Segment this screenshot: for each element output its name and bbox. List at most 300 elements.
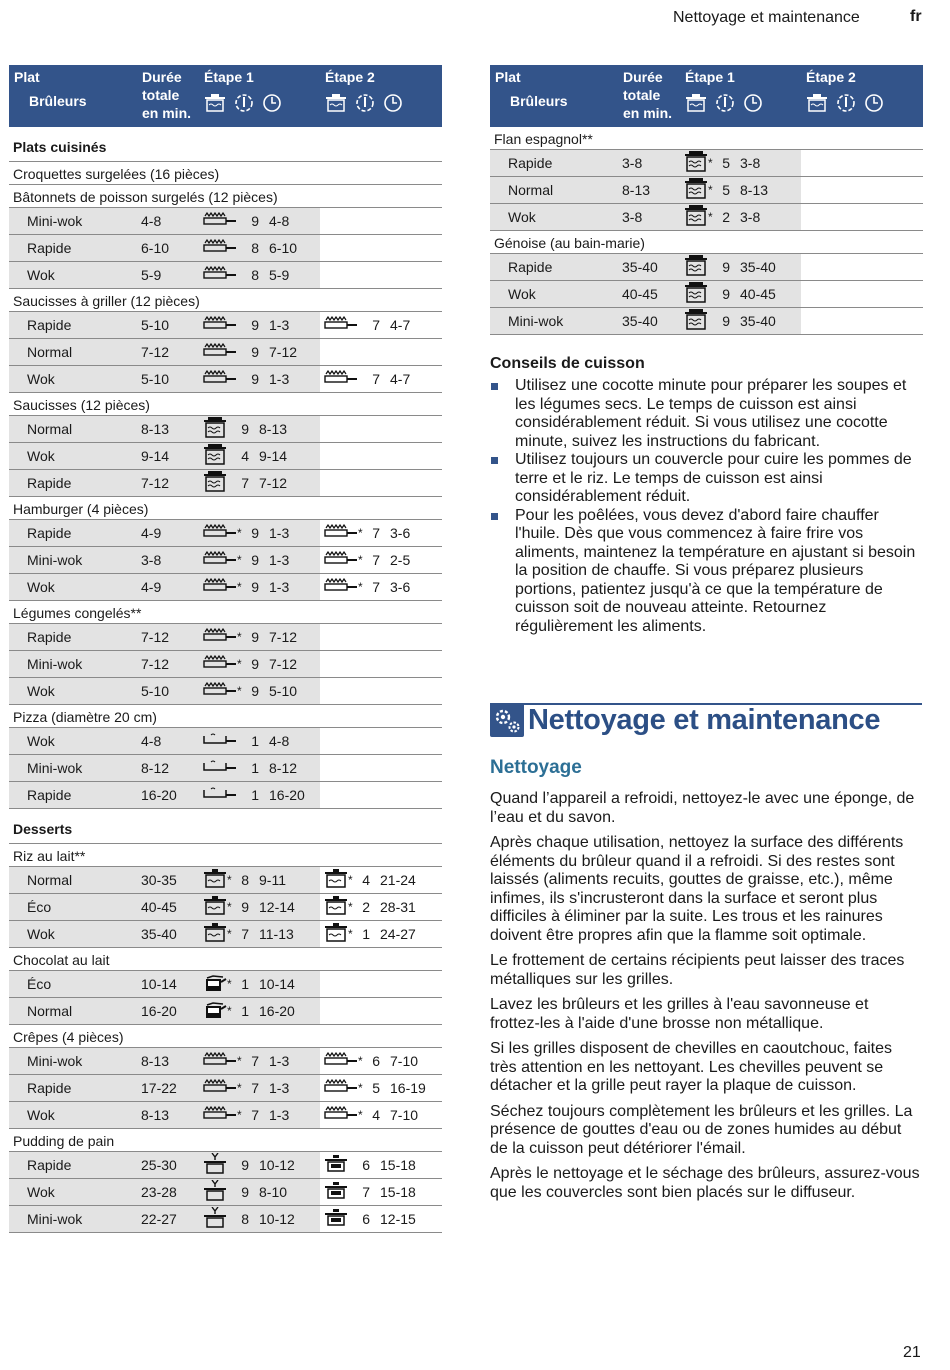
footnote-star: * [237, 1054, 242, 1068]
clock-icon [383, 93, 403, 117]
footnote-star: * [358, 553, 363, 567]
step-cell [320, 443, 442, 470]
grill-pan-icon [203, 628, 237, 647]
running-header-language: fr [910, 8, 922, 25]
total-time-cell: 8-13 [137, 1102, 199, 1129]
cooking-tips-title: Conseils de cuisson [490, 355, 645, 372]
burner-cell: Mini-wok [9, 1048, 137, 1075]
step-time: 15-18 [380, 1184, 416, 1200]
total-time-cell: 5-10 [137, 312, 199, 339]
grill-pan-icon [324, 1052, 358, 1071]
footnote-star: * [227, 1004, 232, 1018]
step-time: 1-3 [269, 371, 290, 387]
burner-cell: Wok [490, 204, 618, 231]
step-time: 4-7 [390, 317, 411, 333]
step-header-icons [325, 93, 437, 117]
step-time: 3-6 [390, 579, 411, 595]
heat-level: 7 [362, 1184, 370, 1200]
total-time-cell: 35-40 [618, 308, 680, 335]
heat-level: 7 [241, 475, 249, 491]
table-row [9, 339, 442, 366]
total-time-cell: 4-9 [137, 520, 199, 547]
step-header-icons [204, 93, 315, 117]
step-time: 3-8 [740, 155, 761, 171]
pot-water-icon [684, 205, 708, 230]
heat-level: 9 [241, 899, 249, 915]
step-cell [320, 678, 442, 705]
cleaning-subtitle: Nettoyage [490, 757, 582, 778]
step-cell [320, 1075, 442, 1102]
heat-level: 6 [362, 1211, 370, 1227]
dish-label: Croquettes surgelées (16 pièces) [9, 162, 442, 185]
dish-label: Riz au lait** [9, 844, 442, 867]
footnote-star: * [227, 900, 232, 914]
step-time: 11-13 [259, 926, 294, 942]
total-time-cell: 8-13 [137, 416, 199, 443]
covered-pot-icon [324, 1182, 348, 1203]
burner-cell: Rapide [9, 1152, 137, 1179]
grill-pan-icon [203, 343, 237, 362]
burner-cell: Mini-wok [9, 208, 137, 235]
step-time: 1-3 [269, 1053, 290, 1069]
step-cell [199, 921, 320, 948]
burner-cell: Rapide [9, 1075, 137, 1102]
saucepan-icon [203, 1000, 227, 1023]
step-cell [801, 308, 923, 335]
knob-icon [715, 93, 735, 117]
grill-pan-icon [203, 682, 237, 701]
heat-level: 5 [722, 182, 730, 198]
heat-level: 1 [362, 926, 370, 942]
step-cell [320, 339, 442, 366]
clock-icon [743, 93, 763, 117]
table-row [9, 1075, 442, 1102]
cooking-table-right [490, 65, 923, 335]
heat-level: 9 [251, 579, 259, 595]
step-cell [199, 262, 320, 289]
heat-level: 8 [251, 240, 259, 256]
step-cell [801, 281, 923, 308]
step-time: 8-12 [269, 760, 298, 776]
step-time: 1-3 [269, 1080, 290, 1096]
step-time: 8-10 [259, 1184, 288, 1200]
step-time: 4-8 [269, 213, 290, 229]
col-header-duration: Durée totale en min. [137, 65, 199, 127]
table-row [9, 755, 442, 782]
table-row [9, 894, 442, 921]
pot-header-icon [685, 93, 707, 117]
burner-cell: Wok [9, 1179, 137, 1206]
clock-icon [262, 93, 282, 117]
step-cell [320, 1102, 442, 1129]
col-header-dish: Plat Brûleurs [490, 65, 618, 127]
table-row [9, 728, 442, 755]
step-cell [320, 470, 442, 497]
step-time: 1-3 [269, 317, 290, 333]
dish-row [9, 162, 442, 185]
pot-lid-icon [324, 923, 348, 946]
frying-pan-icon [203, 760, 237, 777]
heat-level: 9 [251, 552, 259, 568]
table-row [9, 921, 442, 948]
burner-cell: Wok [490, 281, 618, 308]
section-label: Plats cuisinés [9, 127, 442, 162]
step-cell [320, 624, 442, 651]
burner-cell: Wok [9, 728, 137, 755]
step-time: 16-19 [390, 1080, 426, 1096]
table-row [9, 235, 442, 262]
total-time-cell: 8-12 [137, 755, 199, 782]
step-cell [320, 366, 442, 393]
footnote-star: * [237, 1081, 242, 1095]
pot-lid-icon [203, 896, 227, 919]
grill-pan-icon [324, 578, 358, 597]
heat-level: 9 [251, 683, 259, 699]
step-cell [199, 208, 320, 235]
step-cell [199, 235, 320, 262]
heat-level: 4 [241, 448, 249, 464]
grill-pan-icon [203, 239, 237, 258]
heat-level: 4 [372, 1107, 380, 1123]
burner-cell: Éco [9, 894, 137, 921]
total-time-cell: 30-35 [137, 867, 199, 894]
grill-pan-icon [324, 370, 358, 389]
step-time: 9-14 [259, 448, 288, 464]
burner-cell: Wok [9, 678, 137, 705]
step-cell [199, 443, 320, 470]
step-time: 12-15 [380, 1211, 416, 1227]
pot-water-icon [684, 282, 708, 307]
step-cell [199, 624, 320, 651]
step-time: 16-20 [269, 787, 305, 803]
step-time: 9-11 [259, 872, 286, 888]
heat-level: 6 [362, 1157, 370, 1173]
grill-pan-icon [324, 316, 358, 335]
burner-cell: Mini-wok [9, 755, 137, 782]
pot-water-icon [203, 444, 227, 469]
heat-level: 2 [362, 899, 370, 915]
total-time-cell: 4-8 [137, 208, 199, 235]
total-time-cell: 16-20 [137, 998, 199, 1025]
burner-cell: Normal [9, 998, 137, 1025]
footnote-star: * [358, 1081, 363, 1095]
burner-cell: Normal [490, 177, 618, 204]
cooking-tips [490, 355, 920, 636]
col-header-step2: Étape 2 [320, 65, 442, 127]
heat-level: 8 [241, 1211, 249, 1227]
paragraph: Le frottement de certains récipients peut laisser des traces métalliques sur les grilles. [490, 952, 905, 988]
heat-level: 7 [372, 525, 380, 541]
grill-pan-icon [203, 551, 237, 570]
step-cell [320, 520, 442, 547]
total-time-cell: 4-8 [137, 728, 199, 755]
step-cell [680, 254, 801, 281]
step-cell [199, 1179, 320, 1206]
paragraph: Après chaque utilisation, nettoyez la surface des différents éléments du brûleur quand il a refroidi. Si des restes sont laissés (aliments recuits, gouttes de graisse, etc.), même infimes, ils s'incrusteront dans la surface et seront plus difficiles à éliminer par la suite. Les trous et les rainures doivent être propres afin que la flamme soit optimale. [490, 834, 904, 944]
footnote-star: * [227, 927, 232, 941]
footnote-star: * [358, 526, 363, 540]
burner-cell: Mini-wok [9, 547, 137, 574]
heat-level: 9 [251, 629, 259, 645]
footnote-star: * [708, 156, 713, 170]
section-row [9, 127, 442, 162]
burner-cell: Wok [9, 443, 137, 470]
step-cell [199, 894, 320, 921]
total-time-cell: 10-14 [137, 971, 199, 998]
steam-pot-icon [203, 1153, 227, 1178]
footnote-star: * [358, 1108, 363, 1122]
step-cell [680, 150, 801, 177]
burner-cell: Normal [9, 339, 137, 366]
pot-water-icon [684, 151, 708, 176]
step-cell [199, 782, 320, 809]
pot-water-icon [203, 417, 227, 442]
dish-label: Saucisses à griller (12 pièces) [9, 289, 442, 312]
table-row [9, 678, 442, 705]
footnote-star: * [237, 684, 242, 698]
step-time: 8-13 [259, 421, 288, 437]
step-cell [320, 894, 442, 921]
step-cell [320, 235, 442, 262]
step-time: 1-3 [269, 579, 290, 595]
heat-level: 7 [372, 579, 380, 595]
tip-item: Pour les poêlées, vous devez d'abord faire chauffer l'huile. Dès que vous commencez à faire frire vos aliments, maintenez la température en ajustant si besoin la position de chauffe. Si vous préparez plusieurs portions, patientez jusqu'à ce que la température de cuisson soit de nouveau atteinte. Retournez régulièrement les aliments. [490, 507, 920, 637]
heat-level: 7 [241, 926, 249, 942]
burner-cell: Mini-wok [9, 651, 137, 678]
pot-water-icon [684, 255, 708, 280]
step-cell [320, 262, 442, 289]
steam-pot-icon [203, 1207, 227, 1232]
dish-row [9, 393, 442, 416]
step-time: 7-12 [269, 344, 298, 360]
step-time: 10-12 [259, 1211, 295, 1227]
total-time-cell: 8-13 [618, 177, 680, 204]
total-time-cell: 7-12 [137, 339, 199, 366]
burner-cell: Rapide [9, 782, 137, 809]
heat-level: 7 [251, 1053, 259, 1069]
table-row [9, 998, 442, 1025]
dish-label: Légumes congelés** [9, 601, 442, 624]
burner-cell: Wok [9, 262, 137, 289]
paragraph: Séchez toujours complètement les brûleurs et les grilles. La présence de gouttes d'eau ou de zones humides au début de la cuisson peut détériorer l'émail. [490, 1102, 913, 1157]
total-time-cell: 5-9 [137, 262, 199, 289]
total-time-cell: 5-10 [137, 366, 199, 393]
step-time: 8-13 [740, 182, 769, 198]
col-header-step1: Étape 1 [199, 65, 320, 127]
burner-cell: Wok [9, 1102, 137, 1129]
dish-row [9, 844, 442, 867]
total-time-cell: 40-45 [618, 281, 680, 308]
dish-row [9, 185, 442, 208]
footnote-star: * [237, 630, 242, 644]
step-cell [320, 998, 442, 1025]
grill-pan-icon [203, 212, 237, 231]
table-row [9, 366, 442, 393]
step-header-icons [685, 93, 796, 117]
heat-level: 9 [251, 344, 259, 360]
cleaning-text [490, 790, 922, 1209]
total-time-cell: 40-45 [137, 894, 199, 921]
step-time: 21-24 [380, 872, 416, 888]
step-time: 10-12 [259, 1157, 295, 1173]
total-time-cell: 7-12 [137, 624, 199, 651]
step-cell [199, 651, 320, 678]
table-row [490, 177, 923, 204]
maintenance-section-title [490, 703, 880, 737]
step-time: 7-12 [259, 475, 288, 491]
burner-cell: Mini-wok [9, 1206, 137, 1233]
footnote-star: * [348, 873, 353, 887]
step-time: 1-3 [269, 525, 290, 541]
heat-level: 2 [722, 209, 730, 225]
pot-header-icon [806, 93, 828, 117]
heat-level: 9 [241, 421, 249, 437]
total-time-cell: 7-12 [137, 470, 199, 497]
col-header-step2: Étape 2 [801, 65, 923, 127]
step-cell [199, 416, 320, 443]
dish-label: Crêpes (4 pièces) [9, 1025, 442, 1048]
step-time: 4-8 [269, 733, 290, 749]
dish-row [9, 289, 442, 312]
step-cell [199, 867, 320, 894]
total-time-cell: 6-10 [137, 235, 199, 262]
step-time: 6-10 [269, 240, 298, 256]
step-cell [320, 547, 442, 574]
step-time: 24-27 [380, 926, 416, 942]
grill-pan-icon [203, 578, 237, 597]
pot-lid-icon [324, 869, 348, 892]
step-time: 15-18 [380, 1157, 416, 1173]
footnote-star: * [227, 977, 232, 991]
burner-cell: Wok [9, 574, 137, 601]
pot-lid-icon [203, 869, 227, 892]
heat-level: 7 [251, 1107, 259, 1123]
step-cell [199, 1206, 320, 1233]
grill-pan-icon [203, 266, 237, 285]
grill-pan-icon [324, 524, 358, 543]
step-cell [320, 1179, 442, 1206]
grill-pan-icon [324, 551, 358, 570]
table-row [490, 308, 923, 335]
knob-icon [836, 93, 856, 117]
step-cell [320, 574, 442, 601]
dish-row [9, 1025, 442, 1048]
step-cell [199, 678, 320, 705]
step-time: 4-7 [390, 371, 411, 387]
dish-label: Saucisses (12 pièces) [9, 393, 442, 416]
burner-cell: Rapide [490, 150, 618, 177]
dish-label: Chocolat au lait [9, 948, 442, 971]
step-cell [801, 254, 923, 281]
heat-level: 9 [251, 656, 259, 672]
heat-level: 7 [372, 317, 380, 333]
heat-level: 5 [722, 155, 730, 171]
total-time-cell: 35-40 [137, 921, 199, 948]
clock-icon [864, 93, 884, 117]
step-cell [320, 1152, 442, 1179]
heat-level: 9 [251, 213, 259, 229]
pot-header-icon [204, 93, 226, 117]
heat-level: 9 [722, 313, 730, 329]
dish-row [490, 127, 923, 150]
step-cell [199, 1152, 320, 1179]
table-row [9, 624, 442, 651]
step-time: 35-40 [740, 313, 776, 329]
footnote-star: * [358, 580, 363, 594]
knob-icon [234, 93, 254, 117]
table-row [9, 1206, 442, 1233]
table-row [9, 443, 442, 470]
gear-icon [490, 703, 524, 737]
table-row [9, 547, 442, 574]
heat-level: 7 [251, 1080, 259, 1096]
frying-pan-icon [203, 787, 237, 804]
total-time-cell: 23-28 [137, 1179, 199, 1206]
dish-row [490, 231, 923, 254]
cooking-table-left [9, 65, 442, 1233]
burner-cell: Wok [9, 921, 137, 948]
step-cell [801, 177, 923, 204]
step-cell [199, 470, 320, 497]
step-cell [199, 312, 320, 339]
table-row [9, 1102, 442, 1129]
dish-label: Flan espagnol** [490, 127, 923, 150]
burner-cell: Rapide [9, 312, 137, 339]
heat-level: 6 [372, 1053, 380, 1069]
section-label: Desserts [9, 809, 442, 844]
step-cell [199, 339, 320, 366]
step-header-icons [806, 93, 918, 117]
total-time-cell: 7-12 [137, 651, 199, 678]
burner-cell: Rapide [9, 470, 137, 497]
covered-pot-icon [324, 1209, 348, 1230]
step-time: 3-6 [390, 525, 411, 541]
step-cell [320, 208, 442, 235]
step-cell [320, 416, 442, 443]
footnote-star: * [237, 580, 242, 594]
grill-pan-icon [203, 1079, 237, 1098]
heat-level: 8 [241, 872, 249, 888]
heat-level: 7 [372, 552, 380, 568]
step-cell [199, 547, 320, 574]
heat-level: 9 [241, 1184, 249, 1200]
step-cell [199, 971, 320, 998]
dish-row [9, 948, 442, 971]
table-row [9, 1048, 442, 1075]
table-row [9, 867, 442, 894]
burner-cell: Rapide [9, 235, 137, 262]
step-time: 1-3 [269, 552, 290, 568]
heat-level: 9 [722, 286, 730, 302]
table-row [9, 782, 442, 809]
col-header-step1: Étape 1 [680, 65, 801, 127]
table-row [9, 1179, 442, 1206]
heat-level: 4 [362, 872, 370, 888]
burner-cell: Wok [9, 366, 137, 393]
step-cell [320, 755, 442, 782]
step-cell [199, 574, 320, 601]
step-time: 5-10 [269, 683, 298, 699]
step-cell [199, 1048, 320, 1075]
heat-level: 9 [722, 259, 730, 275]
grill-pan-icon [203, 1052, 237, 1071]
table-row [9, 574, 442, 601]
table-row [9, 416, 442, 443]
step-cell [320, 971, 442, 998]
step-cell [680, 177, 801, 204]
total-time-cell: 8-13 [137, 1048, 199, 1075]
footnote-star: * [708, 210, 713, 224]
